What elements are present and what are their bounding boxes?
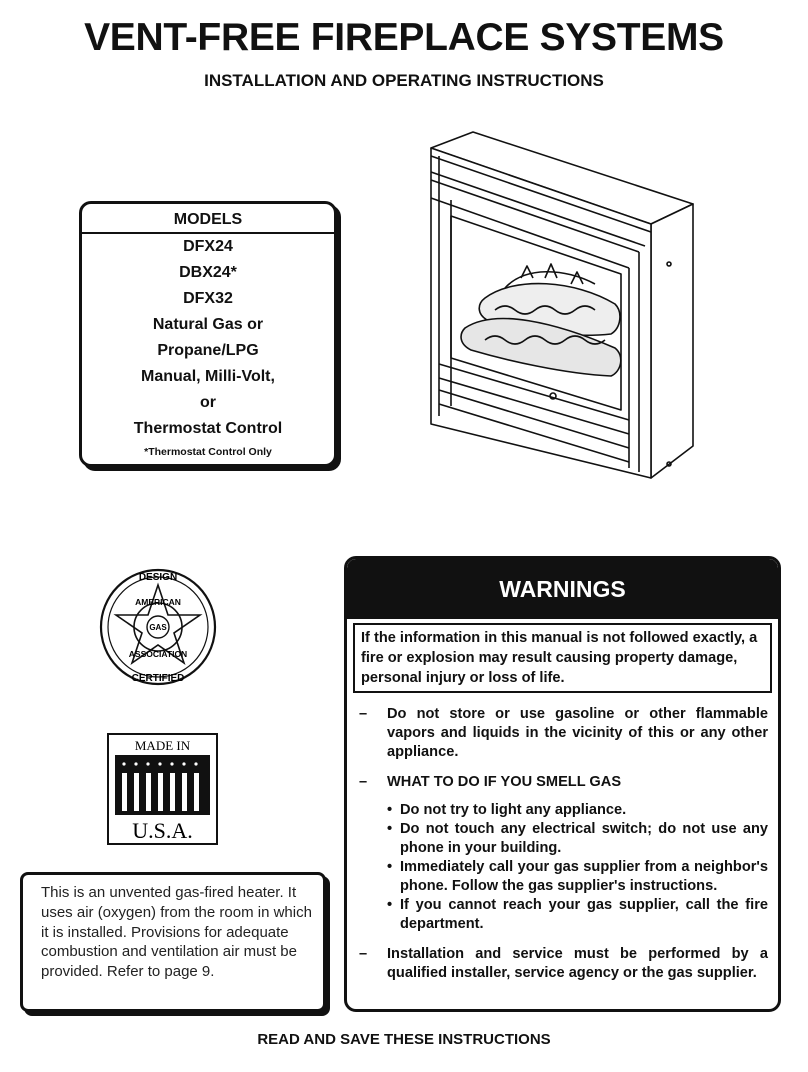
warning-text: Do not store or use gasoline or other flammable vapors and liquids in the vicinity of this or any other appliance. [387, 706, 768, 760]
fuel-type: Natural Gas or [152, 316, 264, 333]
control-type: Manual, Milli-Volt, [141, 368, 275, 385]
dash-marker: – [359, 774, 368, 790]
bullet-marker: • [387, 821, 393, 837]
warnings-alert: If the information in this manual is not followed exactly, a fire or explosion may result causing property damage, personal injury or loss of life. [353, 623, 772, 693]
control-type: Thermostat Control [133, 420, 283, 437]
bullet-marker: • [387, 897, 393, 913]
notice-text: This is an unvented gas-fired heater. It uses air (oxygen) from the room in which it is installed. Provisions for adequate combustion and ventilation air must be provided. Refer to page 9. [41, 884, 312, 981]
seal-bottom-text: CERTIFIED [131, 673, 185, 684]
warning-item [357, 945, 768, 983]
made-in-text: MADE IN [134, 738, 191, 753]
models-note: *Thermostat Control Only [144, 446, 272, 458]
models-box [79, 201, 337, 467]
usa-text: U.S.A. [132, 818, 193, 843]
gas-smell-step: • If you cannot reach your gas supplier, call the fire department. [387, 897, 768, 932]
warnings-list [357, 705, 768, 983]
model-item: DFX24 [183, 238, 233, 255]
models-list [82, 234, 334, 442]
seal-top-text: DESIGN [138, 572, 178, 583]
footer-note: READ AND SAVE THESE INSTRUCTIONS [257, 1031, 551, 1048]
aga-certification-seal [98, 565, 218, 690]
models-heading: MODELS [82, 204, 334, 234]
warning-item [357, 773, 768, 934]
dash-marker: – [359, 706, 368, 722]
bullet-marker: • [387, 859, 393, 875]
warning-item [357, 705, 768, 762]
control-type: or [200, 394, 216, 411]
gas-smell-step: • Do not touch any electrical switch; do not use any phone in your building. [387, 821, 768, 856]
page-subtitle: INSTALLATION AND OPERATING INSTRUCTIONS [204, 71, 604, 90]
unvented-heater-notice [20, 872, 326, 1012]
seal-ring-bottom-text: ASSOCIATION [128, 649, 188, 659]
warnings-box [344, 556, 781, 1012]
fuel-type: Propane/LPG [157, 342, 259, 359]
model-item: DBX24* [179, 264, 237, 281]
gas-smell-step: • Immediately call your gas supplier from a neighbor's phone. Follow the gas supplier's instructions. [387, 859, 768, 894]
seal-ring-top-text: AMERICAN [135, 597, 181, 607]
gas-smell-step: • Do not try to light any appliance. [387, 802, 627, 818]
warning-text: Installation and service must be performed by a qualified installer, service agency or the gas supplier. [387, 946, 768, 981]
bullet-marker: • [387, 802, 393, 818]
fireplace-illustration [425, 128, 701, 508]
dash-marker: – [359, 946, 368, 962]
gas-smell-steps [387, 801, 768, 934]
model-item: DFX32 [183, 290, 233, 307]
seal-center-text: GAS [149, 623, 167, 632]
warning-text: WHAT TO DO IF YOU SMELL GAS [387, 774, 622, 790]
warnings-heading: WARNINGS [347, 559, 778, 619]
page-title: VENT-FREE FIREPLACE SYSTEMS [84, 16, 724, 59]
made-in-usa-emblem [107, 733, 218, 845]
